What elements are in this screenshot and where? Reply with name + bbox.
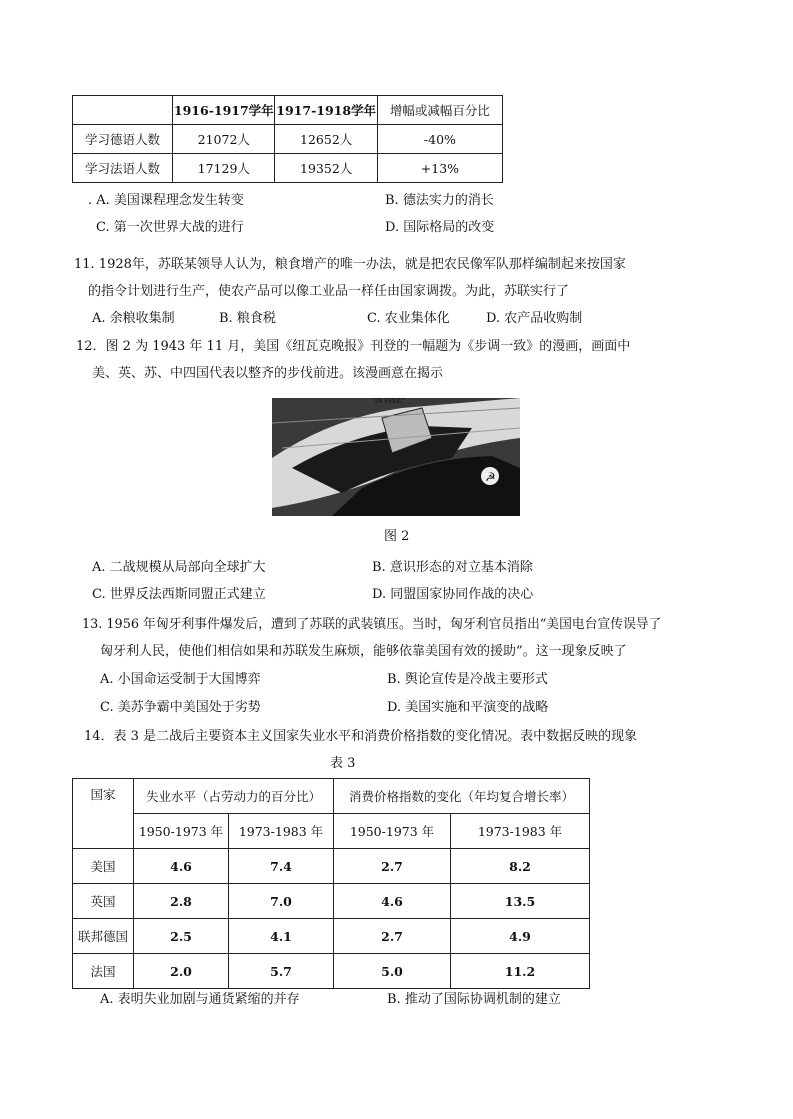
table-row <box>73 954 590 989</box>
figure-caption: 图 2 <box>384 529 410 544</box>
table-cell: 2.8 <box>134 884 229 919</box>
table-cell: 2.7 <box>334 919 451 954</box>
option-c: C. 农业集体化 <box>367 311 450 326</box>
table-header-cell: 1973-1983 年 <box>451 814 590 849</box>
table-subheader-row <box>73 814 590 849</box>
table-cell: 19352人 <box>275 154 377 183</box>
option-b: B. 粮食税 <box>219 311 276 326</box>
table-header-row <box>73 96 503 125</box>
table-cell: 7.0 <box>229 884 334 919</box>
option-a: . A. 美国课程理念发生转变 <box>88 193 244 208</box>
table-row <box>73 849 590 884</box>
cartoon-image <box>272 398 520 516</box>
table-cell: 5.7 <box>229 954 334 989</box>
table-cell: 4.6 <box>334 884 451 919</box>
table-row <box>73 919 590 954</box>
table-cell: +13% <box>377 154 502 183</box>
table-row <box>73 154 503 183</box>
question-11-text-cont: 的指令计划进行生产，使农产品可以像工业品一样任由国家调拨。为此，苏联实行了 <box>88 284 570 299</box>
table-header-cell: 1917-1918学年 <box>275 96 377 125</box>
table-cell: 2.0 <box>134 954 229 989</box>
table-header-cell: 1916-1917学年 <box>173 96 275 125</box>
option-a: A. 小国命运受制于大国博弈 <box>100 672 261 687</box>
option-b: B. 推动了国际协调机制的建立 <box>387 992 561 1007</box>
table-header-cell: 国家 <box>73 779 134 849</box>
option-a: A. 表明失业加剧与通货紧缩的并存 <box>100 992 300 1007</box>
svg-text:☭: ☭ <box>485 470 496 484</box>
table-cell: 21072人 <box>173 125 275 154</box>
table-header-cell: 失业水平（占劳动力的百分比） <box>134 779 334 814</box>
option-a: A. 余粮收集制 <box>92 311 175 326</box>
table-cell: 学习德语人数 <box>73 125 173 154</box>
table-header-row <box>73 779 590 814</box>
question-14-text: 14．表 3 是二战后主要资本主义国家失业水平和消费价格指数的变化情况。表中数据反映的现象 <box>84 729 638 744</box>
table-cell: 4.1 <box>229 919 334 954</box>
option-c: C. 美苏争霸中美国处于劣势 <box>100 700 261 715</box>
table-cell: 11.2 <box>451 954 590 989</box>
table-row <box>73 884 590 919</box>
option-d: D. 美国实施和平演变的战略 <box>387 700 549 715</box>
question-13-text-cont: 匈牙利人民，使他们相信如果和苏联发生麻烦，能够依靠美国有效的援助”。这一现象反映了 <box>100 644 627 659</box>
table-title: 表 3 <box>330 756 356 771</box>
table-header-cell: 1950-1973 年 <box>334 814 451 849</box>
table-cell: 13.5 <box>451 884 590 919</box>
option-b: B. 意识形态的对立基本消除 <box>372 560 533 575</box>
table-cell: 7.4 <box>229 849 334 884</box>
table-header-cell: 1973-1983 年 <box>229 814 334 849</box>
table-cell: 美国 <box>73 849 134 884</box>
option-d: D. 国际格局的改变 <box>385 220 495 235</box>
table-cell: 5.0 <box>334 954 451 989</box>
table-cell: 法国 <box>73 954 134 989</box>
question-12-text: 12．图 2 为 1943 年 11 月，美国《纽瓦克晚报》刊登的一幅题为《步调一致》的漫画，画面中 <box>76 339 631 354</box>
table-cell: 4.9 <box>451 919 590 954</box>
table-cell: 2.5 <box>134 919 229 954</box>
table-cell: 4.6 <box>134 849 229 884</box>
option-c: C. 第一次世界大战的进行 <box>96 220 244 235</box>
option-d: D. 农产品收购制 <box>486 311 583 326</box>
table-cell <box>73 96 173 125</box>
cartoon-illustration <box>272 398 520 516</box>
figure-title-text: "IN STEP!" <box>372 398 406 405</box>
option-c: C. 世界反法西斯同盟正式建立 <box>92 587 266 602</box>
option-a: A. 二战规模从局部向全球扩大 <box>92 560 266 575</box>
table-header-cell: 消费价格指数的变化（年均复合增长率） <box>334 779 590 814</box>
table-cell: 英国 <box>73 884 134 919</box>
table-cell: 学习法语人数 <box>73 154 173 183</box>
question-11-text: 11. 1928年，苏联某领导人认为，粮食增产的唯一办法，就是把农民像军队那样编制起来按国家 <box>74 257 626 272</box>
option-b: B. 舆论宣传是冷战主要形式 <box>387 672 548 687</box>
option-d: D. 同盟国家协同作战的决心 <box>372 587 534 602</box>
table-cell: 联邦德国 <box>73 919 134 954</box>
enrollment-table <box>72 95 503 183</box>
option-b: B. 德法实力的消长 <box>385 193 494 208</box>
table-cell: 8.2 <box>451 849 590 884</box>
table-cell: 2.7 <box>334 849 451 884</box>
table-row <box>73 125 503 154</box>
table-cell: -40% <box>377 125 502 154</box>
table-cell: 17129人 <box>173 154 275 183</box>
economic-data-table <box>72 778 590 989</box>
table-header-cell: 1950-1973 年 <box>134 814 229 849</box>
table-header-cell: 增幅或减幅百分比 <box>377 96 502 125</box>
question-12-text-cont: 美、英、苏、中四国代表以整齐的步伐前进。该漫画意在揭示 <box>92 366 444 381</box>
table-cell: 12652人 <box>275 125 377 154</box>
question-13-text: 13. 1956 年匈牙利事件爆发后，遭到了苏联的武装镇压。当时，匈牙利官员指出“美国电台宣传误导了 <box>82 617 662 632</box>
